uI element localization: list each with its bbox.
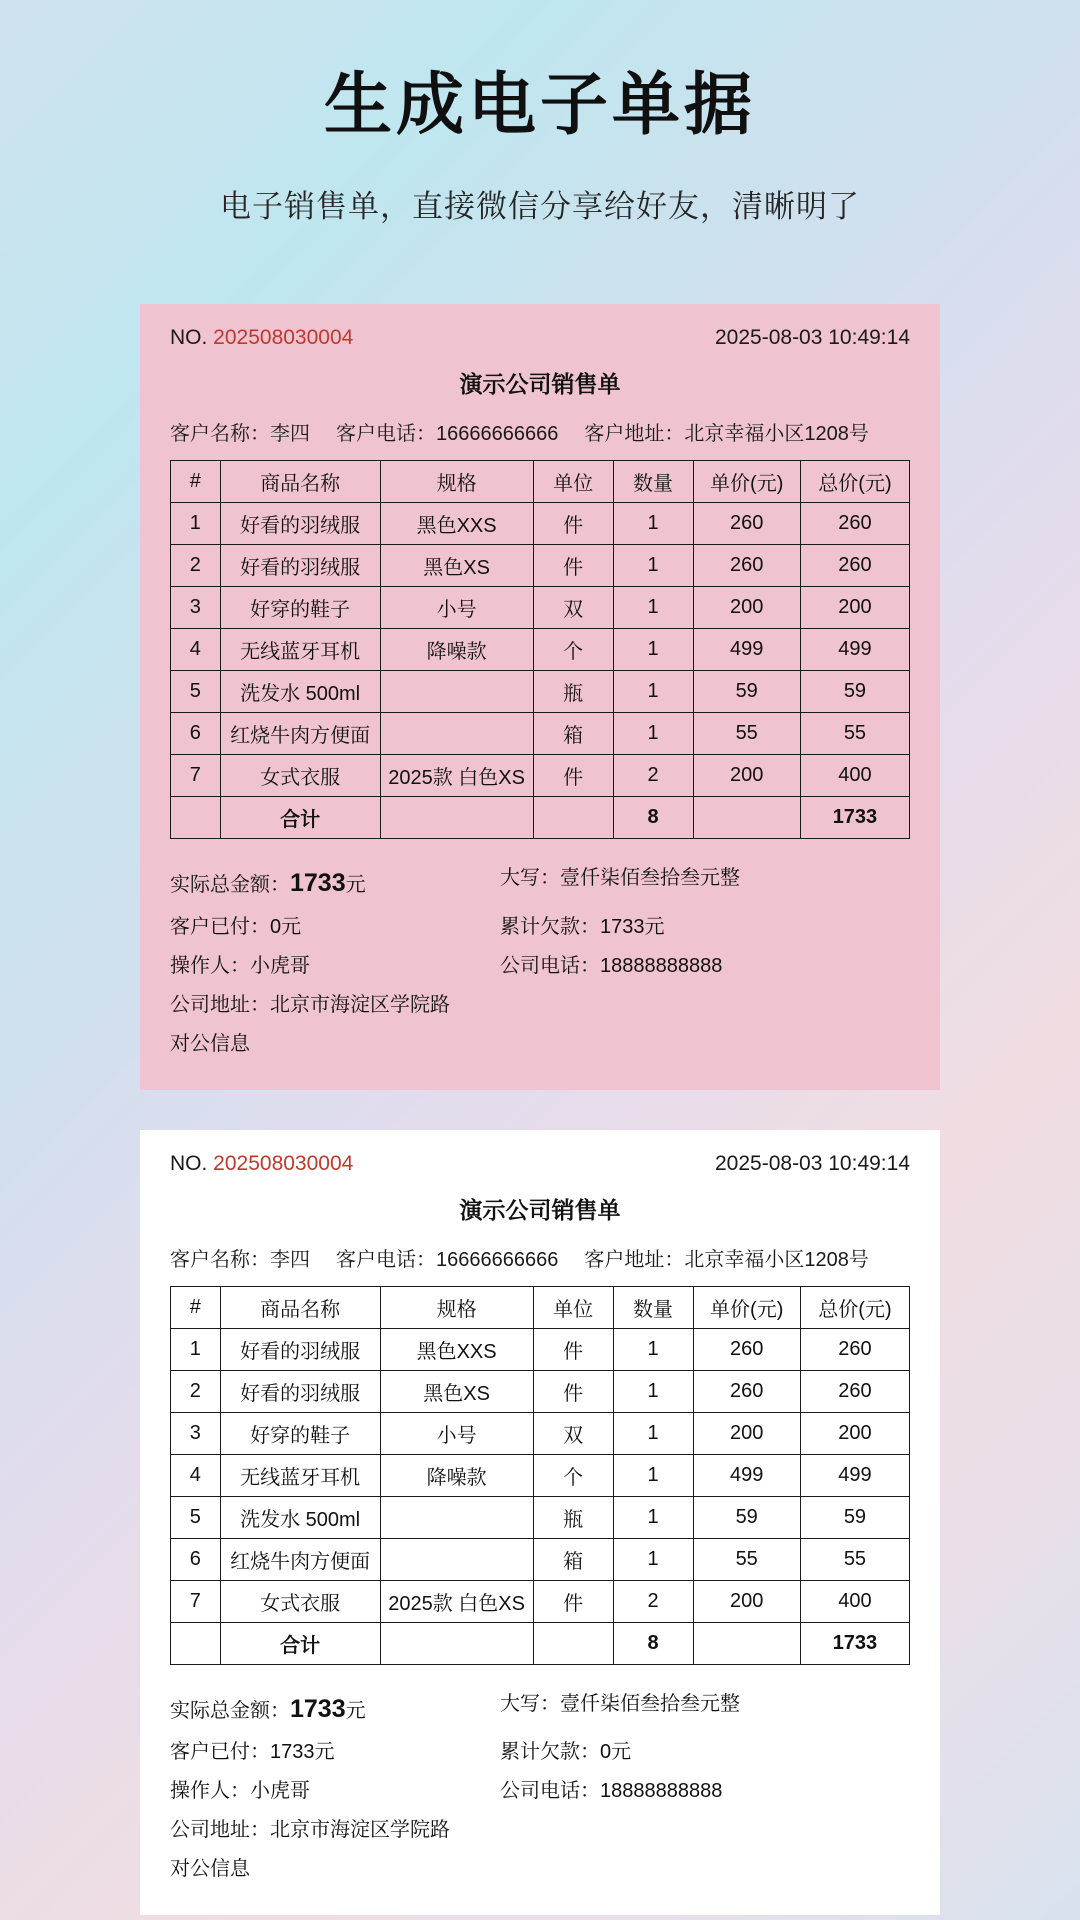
footer-row-operator: [170, 947, 910, 986]
cell-name: 好穿的鞋子: [220, 586, 380, 628]
cell-name: 女式衣服: [220, 754, 380, 796]
cell-spec: 黑色XS: [380, 1370, 533, 1412]
cell-name: 无线蓝牙耳机: [220, 628, 380, 670]
cell-index: 4: [171, 628, 221, 670]
total-blank-unit: [533, 1622, 613, 1664]
customer-name-value: 李四: [270, 422, 310, 445]
total-amount: 1733: [800, 796, 909, 838]
cell-spec: [380, 670, 533, 712]
company-address-value: 北京市海淀区学院路: [270, 993, 450, 1016]
cell-total: 260: [800, 1370, 909, 1412]
table-row: [171, 712, 910, 754]
capital-amount-value: 壹仟柒佰叁拾叁元整: [560, 866, 740, 889]
cell-unit: 个: [533, 628, 613, 670]
cell-index: 2: [171, 544, 221, 586]
footer-row-amount: [170, 1685, 910, 1734]
table-row: [171, 1370, 910, 1412]
receipt-number: [170, 1152, 353, 1176]
cell-price: 200: [693, 586, 800, 628]
cell-index: 1: [171, 1328, 221, 1370]
cell-spec: 黑色XXS: [380, 1328, 533, 1370]
cell-index: 5: [171, 670, 221, 712]
cell-spec: 小号: [380, 586, 533, 628]
cell-price: 59: [693, 1496, 800, 1538]
col-total-price: 总价(元): [800, 1286, 909, 1328]
footer-row-paid: [170, 1733, 910, 1772]
actual-total-value: 1733: [290, 1694, 346, 1723]
customer-info-row: [170, 1243, 910, 1272]
accumulated-debt-value: 0元: [600, 1741, 632, 1764]
col-qty: 数量: [613, 460, 693, 502]
customer-name-label: 客户名称：: [170, 422, 270, 445]
items-table: [170, 1286, 910, 1665]
customer-paid-label: 客户已付：: [170, 915, 270, 938]
cell-name: 好穿的鞋子: [220, 1412, 380, 1454]
table-row: [171, 544, 910, 586]
receipt-card-pink: [140, 304, 940, 1090]
customer-paid-value: 0元: [270, 915, 302, 938]
total-blank-index: [171, 1622, 221, 1664]
company-address-value: 北京市海淀区学院路: [270, 1819, 450, 1842]
col-unit: 单位: [533, 460, 613, 502]
total-label: 合计: [220, 1622, 380, 1664]
col-product-name: 商品名称: [220, 1286, 380, 1328]
table-row: [171, 628, 910, 670]
cell-price: 55: [693, 1538, 800, 1580]
col-index: #: [171, 1286, 221, 1328]
cell-qty: 1: [613, 544, 693, 586]
capital-amount: [500, 1685, 910, 1734]
cell-unit: 件: [533, 1370, 613, 1412]
cell-qty: 1: [613, 670, 693, 712]
receipt-footer: [170, 1685, 910, 1890]
actual-total-value: 1733: [290, 868, 346, 897]
operator: [170, 947, 500, 986]
total-blank-price: [693, 1622, 800, 1664]
cell-spec: 2025款 白色XS: [380, 1580, 533, 1622]
cell-unit: 个: [533, 1454, 613, 1496]
col-unit-price: 单价(元): [693, 1286, 800, 1328]
public-info: 对公信息: [170, 1032, 250, 1055]
cell-index: 1: [171, 502, 221, 544]
cell-name: 好看的羽绒服: [220, 1370, 380, 1412]
actual-total: [170, 1685, 500, 1734]
capital-amount-value: 壹仟柒佰叁拾叁元整: [560, 1692, 740, 1715]
col-spec: 规格: [380, 460, 533, 502]
cell-unit: 双: [533, 1412, 613, 1454]
cell-spec: [380, 1538, 533, 1580]
col-spec: 规格: [380, 1286, 533, 1328]
cell-spec: 降噪款: [380, 1454, 533, 1496]
customer-phone: [336, 417, 558, 446]
total-qty: 8: [613, 1622, 693, 1664]
accumulated-debt-label: 累计欠款：: [500, 915, 600, 938]
receipt-title: 演示公司销售单: [459, 1196, 621, 1223]
cell-qty: 2: [613, 1580, 693, 1622]
customer-paid-label: 客户已付：: [170, 1741, 270, 1764]
cell-index: 7: [171, 1580, 221, 1622]
company-address-label: 公司地址：: [170, 1819, 270, 1842]
table-row: [171, 586, 910, 628]
cell-price: 499: [693, 628, 800, 670]
cell-index: 3: [171, 1412, 221, 1454]
customer-paid-value: 1733元: [270, 1741, 335, 1764]
company-phone-value: 18888888888: [600, 1780, 723, 1803]
cell-index: 4: [171, 1454, 221, 1496]
cell-unit: 箱: [533, 712, 613, 754]
table-row: [171, 1328, 910, 1370]
company-phone: [500, 947, 910, 986]
actual-total-label: 实际总金额：: [170, 1699, 290, 1722]
total-blank-index: [171, 796, 221, 838]
col-qty: 数量: [613, 1286, 693, 1328]
cell-qty: 1: [613, 1370, 693, 1412]
cell-total: 400: [800, 754, 909, 796]
company-address-label: 公司地址：: [170, 993, 270, 1016]
customer-address-label: 客户地址：: [584, 422, 685, 445]
cell-qty: 1: [613, 1538, 693, 1580]
cell-name: 红烧牛肉方便面: [220, 712, 380, 754]
col-unit-price: 单价(元): [693, 460, 800, 502]
receipt-datetime: 2025-08-03 10:49:14: [715, 325, 910, 349]
receipt-number-label: NO.: [170, 325, 214, 349]
customer-address: [584, 1243, 869, 1272]
receipt-title: 演示公司销售单: [459, 370, 621, 397]
cell-index: 2: [171, 1370, 221, 1412]
page-header: [0, 0, 1080, 226]
cell-total: 200: [800, 586, 909, 628]
company-address: [170, 986, 910, 1025]
page-title: 生成电子单据: [323, 67, 756, 143]
company-phone: [500, 1772, 910, 1811]
receipt-top-row: [170, 326, 910, 350]
cell-total: 55: [800, 712, 909, 754]
customer-address-value: 北京幸福小区1208号: [684, 422, 869, 445]
cell-price: 200: [693, 1580, 800, 1622]
cell-total: 200: [800, 1412, 909, 1454]
customer-phone-label: 客户电话：: [336, 422, 436, 445]
receipt-number-value: 202508030004: [213, 1151, 354, 1175]
receipt-datetime: 2025-08-03 10:49:14: [715, 1151, 910, 1175]
cell-price: 260: [693, 1328, 800, 1370]
customer-name: [170, 417, 310, 446]
operator-value: 小虎哥: [250, 1780, 310, 1803]
table-row: [171, 1580, 910, 1622]
table-row: [171, 1454, 910, 1496]
cell-qty: 1: [613, 1496, 693, 1538]
accumulated-debt: [500, 1733, 910, 1772]
cell-unit: 件: [533, 502, 613, 544]
col-unit: 单位: [533, 1286, 613, 1328]
total-qty: 8: [613, 796, 693, 838]
customer-phone: [336, 1243, 558, 1272]
customer-paid: [170, 908, 500, 947]
total-blank-unit: [533, 796, 613, 838]
cell-unit: 件: [533, 1580, 613, 1622]
actual-total-unit: 元: [345, 1699, 366, 1722]
cell-name: 红烧牛肉方便面: [220, 1538, 380, 1580]
cell-total: 400: [800, 1580, 909, 1622]
cell-spec: 小号: [380, 1412, 533, 1454]
customer-paid: [170, 1733, 500, 1772]
total-blank-spec: [380, 796, 533, 838]
cell-spec: 降噪款: [380, 628, 533, 670]
operator-value: 小虎哥: [250, 954, 310, 977]
cell-price: 200: [693, 754, 800, 796]
cell-unit: 瓶: [533, 670, 613, 712]
cell-index: 6: [171, 1538, 221, 1580]
company-phone-label: 公司电话：: [500, 1780, 600, 1803]
capital-amount-label: 大写：: [500, 1692, 560, 1715]
cell-unit: 件: [533, 544, 613, 586]
cell-name: 无线蓝牙耳机: [220, 1454, 380, 1496]
customer-phone-value: 16666666666: [436, 1248, 559, 1271]
col-index: #: [171, 460, 221, 502]
customer-name-value: 李四: [270, 1248, 310, 1271]
receipt-top-row: [170, 1152, 910, 1176]
cell-index: 5: [171, 1496, 221, 1538]
cell-spec: [380, 1496, 533, 1538]
customer-phone-value: 16666666666: [436, 422, 559, 445]
customer-address: [584, 417, 869, 446]
total-label: 合计: [220, 796, 380, 838]
receipt-number-value: 202508030004: [213, 325, 354, 349]
actual-total-label: 实际总金额：: [170, 873, 290, 896]
table-row: [171, 1538, 910, 1580]
cell-name: 好看的羽绒服: [220, 502, 380, 544]
cell-spec: 2025款 白色XS: [380, 754, 533, 796]
page-subtitle: 电子销售单，直接微信分享给好友，清晰明了: [220, 188, 860, 224]
cell-total: 59: [800, 670, 909, 712]
cell-qty: 1: [613, 712, 693, 754]
cell-spec: [380, 712, 533, 754]
operator-label: 操作人：: [170, 954, 250, 977]
cell-name: 女式衣服: [220, 1580, 380, 1622]
accumulated-debt: [500, 908, 910, 947]
cell-unit: 瓶: [533, 1496, 613, 1538]
receipt-card-white: [140, 1130, 940, 1916]
cell-spec: 黑色XS: [380, 544, 533, 586]
table-row: [171, 670, 910, 712]
cell-qty: 1: [613, 1412, 693, 1454]
cell-qty: 1: [613, 586, 693, 628]
cell-qty: 1: [613, 1328, 693, 1370]
table-row: [171, 502, 910, 544]
receipt-number: [170, 326, 353, 350]
table-row: [171, 1496, 910, 1538]
cell-unit: 双: [533, 586, 613, 628]
col-product-name: 商品名称: [220, 460, 380, 502]
customer-name-label: 客户名称：: [170, 1248, 270, 1271]
cell-index: 3: [171, 586, 221, 628]
table-total-row: [171, 796, 910, 838]
receipt-number-label: NO.: [170, 1151, 214, 1175]
receipt-footer: [170, 859, 910, 1064]
customer-phone-label: 客户电话：: [336, 1248, 436, 1271]
actual-total-unit: 元: [345, 873, 366, 896]
total-amount: 1733: [800, 1622, 909, 1664]
operator: [170, 1772, 500, 1811]
cell-total: 499: [800, 1454, 909, 1496]
cell-total: 59: [800, 1496, 909, 1538]
company-phone-value: 18888888888: [600, 954, 723, 977]
cell-price: 55: [693, 712, 800, 754]
total-blank-spec: [380, 1622, 533, 1664]
cell-total: 260: [800, 502, 909, 544]
cell-price: 499: [693, 1454, 800, 1496]
cell-name: 洗发水 500ml: [220, 1496, 380, 1538]
cell-price: 260: [693, 544, 800, 586]
operator-label: 操作人：: [170, 1780, 250, 1803]
cell-qty: 1: [613, 502, 693, 544]
cell-qty: 1: [613, 1454, 693, 1496]
footer-row-operator: [170, 1772, 910, 1811]
table-row: [171, 1412, 910, 1454]
table-header-row: [171, 460, 910, 502]
cell-price: 59: [693, 670, 800, 712]
cell-index: 7: [171, 754, 221, 796]
cell-name: 好看的羽绒服: [220, 1328, 380, 1370]
items-table: [170, 460, 910, 839]
company-phone-label: 公司电话：: [500, 954, 600, 977]
footer-row-paid: [170, 908, 910, 947]
cell-unit: 件: [533, 754, 613, 796]
cell-total: 499: [800, 628, 909, 670]
customer-info-row: [170, 417, 910, 446]
cell-qty: 2: [613, 754, 693, 796]
accumulated-debt-value: 1733元: [600, 915, 665, 938]
table-total-row: [171, 1622, 910, 1664]
capital-amount: [500, 859, 910, 908]
customer-name: [170, 1243, 310, 1272]
accumulated-debt-label: 累计欠款：: [500, 1741, 600, 1764]
cell-total: 260: [800, 544, 909, 586]
cell-total: 260: [800, 1328, 909, 1370]
actual-total: [170, 859, 500, 908]
customer-address-value: 北京幸福小区1208号: [684, 1248, 869, 1271]
cell-price: 260: [693, 502, 800, 544]
cell-unit: 件: [533, 1328, 613, 1370]
public-info: 对公信息: [170, 1858, 250, 1881]
col-total-price: 总价(元): [800, 460, 909, 502]
cell-total: 55: [800, 1538, 909, 1580]
company-address: [170, 1811, 910, 1850]
table-header-row: [171, 1286, 910, 1328]
cell-price: 260: [693, 1370, 800, 1412]
table-row: [171, 754, 910, 796]
total-blank-price: [693, 796, 800, 838]
cell-name: 好看的羽绒服: [220, 544, 380, 586]
cell-qty: 1: [613, 628, 693, 670]
customer-address-label: 客户地址：: [584, 1248, 685, 1271]
cell-unit: 箱: [533, 1538, 613, 1580]
cell-index: 6: [171, 712, 221, 754]
footer-row-amount: [170, 859, 910, 908]
cell-price: 200: [693, 1412, 800, 1454]
capital-amount-label: 大写：: [500, 866, 560, 889]
cell-spec: 黑色XXS: [380, 502, 533, 544]
cell-name: 洗发水 500ml: [220, 670, 380, 712]
